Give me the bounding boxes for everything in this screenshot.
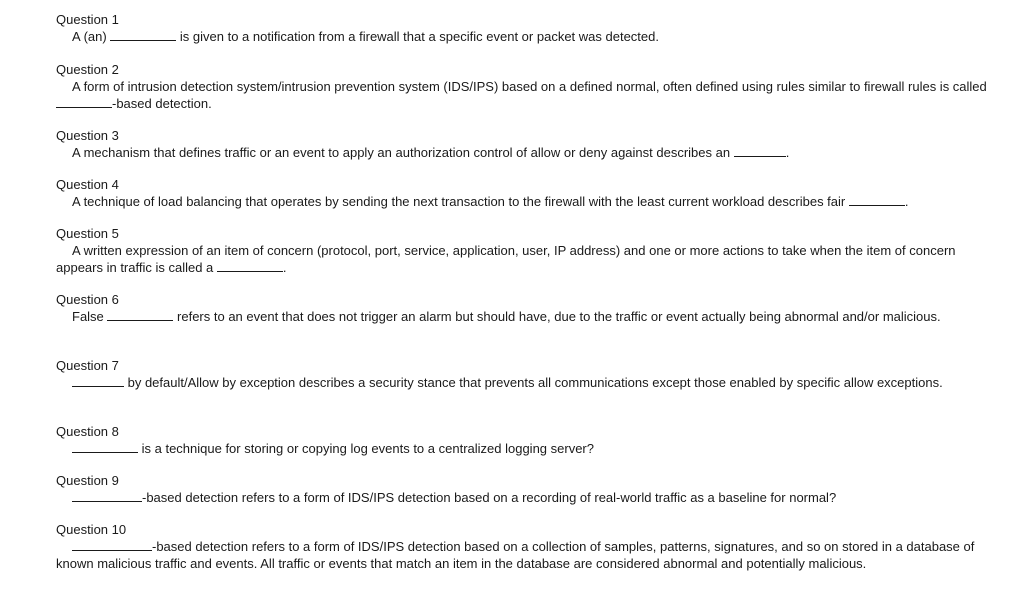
question-text-part: .: [785, 145, 790, 160]
question-text-part: False: [72, 309, 108, 324]
answer-blank[interactable]: [217, 259, 283, 272]
question-4: [56, 176, 908, 210]
question-text-part: -based detection refers to a form of IDS/IPS detection based on a recording of real-world traffic as a baseline for normal?: [142, 490, 837, 505]
question-heading: Question 3: [56, 128, 119, 143]
question-heading: Question 2: [56, 62, 119, 77]
question-heading: Question 8: [56, 424, 119, 439]
question-text: [56, 193, 908, 210]
question-text-part: A form of intrusion detection system/intrusion prevention system (IDS/IPS) based on a defined normal, often defined using rules similar to firewall rules is called: [72, 79, 987, 94]
question-heading: Question 10: [56, 522, 127, 537]
question-text-part: is given to a notification from a firewall that a specific event or packet was detected.: [176, 29, 659, 44]
answer-blank[interactable]: [107, 308, 173, 321]
question-text-part: refers to an event that does not trigger an alarm but should have, due to the traffic or event actually being abnormal and/or malicious.: [173, 309, 941, 324]
question-7: [56, 357, 943, 391]
question-heading: Question 4: [56, 177, 119, 192]
question-heading: Question 5: [56, 226, 119, 241]
question-text: [56, 28, 659, 45]
question-8: [56, 423, 594, 457]
question-heading: Question 6: [56, 292, 119, 307]
answer-blank[interactable]: [56, 95, 112, 108]
answer-blank[interactable]: [72, 440, 138, 453]
question-text-part: .: [282, 260, 287, 275]
question-text-part: -based detection.: [112, 96, 212, 111]
question-text: [56, 144, 789, 161]
question-text-part: A (an): [72, 29, 111, 44]
question-heading: Question 7: [56, 358, 119, 373]
question-text: [56, 489, 836, 506]
question-text: [56, 242, 1006, 276]
answer-blank[interactable]: [110, 28, 176, 41]
question-heading: Question 9: [56, 473, 119, 488]
question-2: [56, 61, 1006, 112]
answer-blank[interactable]: [734, 144, 786, 157]
answer-blank[interactable]: [72, 374, 124, 387]
question-5: [56, 225, 1006, 276]
question-text: [56, 78, 1006, 112]
question-text-part: .: [904, 194, 909, 209]
question-text-part: A technique of load balancing that operates by sending the next transaction to the firewall with the least current workload describes fair: [72, 194, 849, 209]
question-text: [56, 374, 943, 391]
question-text-part: A written expression of an item of concern (protocol, port, service, application, user, IP address) and one or more actions to take when the item of concern appears in traffic is called a: [56, 243, 956, 275]
question-text: [56, 440, 594, 457]
answer-blank[interactable]: [849, 193, 905, 206]
question-3: [56, 127, 789, 161]
question-1: [56, 11, 659, 45]
answer-blank[interactable]: [72, 489, 142, 502]
question-text-part: is a technique for storing or copying log events to a centralized logging server?: [138, 441, 594, 456]
question-text: [56, 308, 941, 325]
question-text: [56, 538, 1006, 572]
question-text-part: -based detection refers to a form of IDS/IPS detection based on a collection of samples, patterns, signatures, and so on stored in a database of known malicious traffic and events. All traffic or events that match an item in the database are considered abnormal and potentially malicious.: [56, 539, 975, 571]
question-text-part: by default/Allow by exception describes a security stance that prevents all communications except those enabled by specific allow exceptions.: [124, 375, 943, 390]
question-9: [56, 472, 836, 506]
question-text-part: A mechanism that defines traffic or an event to apply an authorization control of allow or deny against describes an: [72, 145, 734, 160]
question-6: [56, 291, 941, 325]
question-10: [56, 521, 1006, 572]
question-heading: Question 1: [56, 12, 119, 27]
answer-blank[interactable]: [72, 538, 152, 551]
